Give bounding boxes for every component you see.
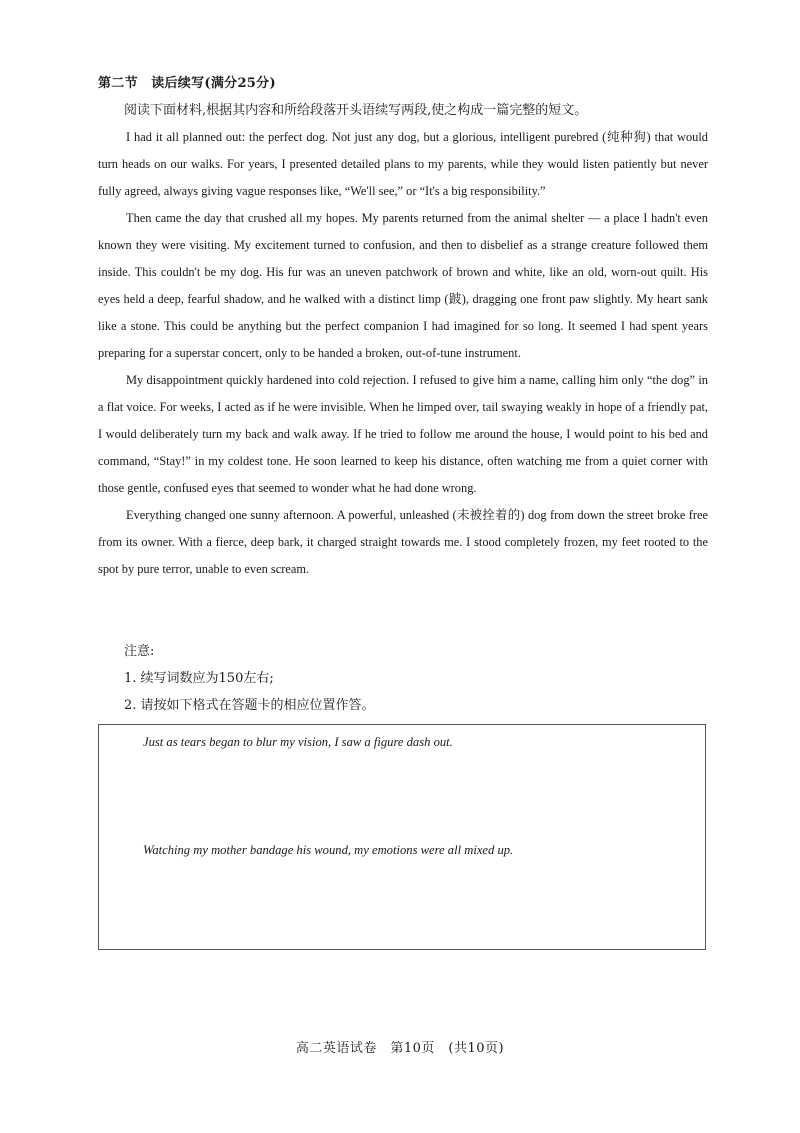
passage-paragraph-3: My disappointment quickly hardened into cold rejection. I refused to give him a name, calling him only “the dog” in a flat voice. For weeks, I acted as if he were invisible. When he limped over, tail swaying weakly in hope of a friendly pat, I would deliberately turn my back and walk away. If he tried to follow me around the house, I would point to his bed and command, “Stay!” in my coldest tone. He soon learned to keep his distance, often watching me from a quiet corner with those gentle, confused eyes that seemed to wonder what he had done wrong. [98, 373, 708, 495]
note-word-count: 1. 续写词数应为150左右; [124, 671, 274, 686]
passage-paragraph-2: Then came the day that crushed all my hopes. My parents returned from the animal shelter — a place I hadn't even known they were visiting. My excitement turned to confusion, and then to disbelief as a strange creature followed them inside. This couldn't be my dog. His fur was an uneven patchwork of brown and white, like an old, worn-out quilt. His eyes held a deep, fearful shadow, and he walked with a distinct limp (跛), dragging one front paw slightly. My heart sank like a stone. This could be anything but the perfect companion I had imagined for so long. It seemed I had spent years preparing for a superstar concert, only to be handed a broken, out-of-tune instrument. [98, 211, 708, 360]
note-answer-format: 2. 请按如下格式在答题卡的相应位置作答。 [124, 698, 375, 713]
answer-format-box [98, 724, 706, 950]
passage-paragraph-1: I had it all planned out: the perfect dog. Not just any dog, but a glorious, intelligent purebred (纯种狗) that would turn heads on our walks. For years, I presented detailed plans to my parents, while they would listen patiently but never fully agreed, always giving vague responses like, “We'll see,” or “It's a big responsibility.” [98, 130, 708, 198]
section-title: 第二节 读后续写(满分25分) [98, 76, 276, 91]
task-instruction: 阅读下面材料,根据其内容和所给段落开头语续写两段,使之构成一篇完整的短文。 [124, 103, 588, 118]
passage-paragraph-4: Everything changed one sunny afternoon. A powerful, unleashed (未被拴着的) dog from down the street broke free from its owner. With a fierce, deep bark, it charged straight towards me. I stood completely frozen, my feet rooted to the spot by pure terror, unable to even scream. [98, 508, 708, 576]
notes-title: 注意: [124, 644, 155, 659]
reading-passage [98, 124, 708, 583]
page-footer: 高二英语试卷 第10页 (共10页) [295, 1041, 505, 1056]
paragraph-opening-2: Watching my mother bandage his wound, my emotions were all mixed up. [143, 843, 514, 857]
paragraph-opening-1: Just as tears began to blur my vision, I saw a figure dash out. [143, 735, 453, 749]
